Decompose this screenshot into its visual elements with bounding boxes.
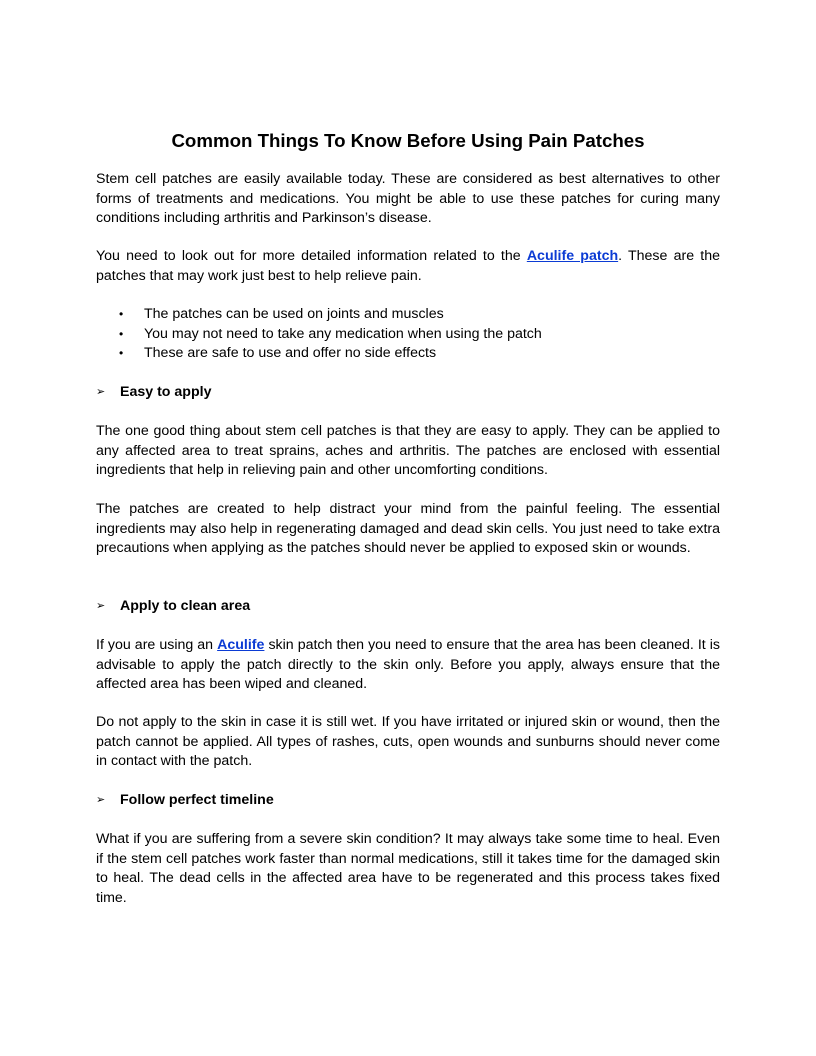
section-heading-follow-perfect-timeline [96,791,720,811]
section-heading-text: Follow perfect timeline [120,792,274,808]
aculife-patch-link[interactable]: Aculife patch [526,248,619,264]
aculife-link[interactable]: Aculife [217,637,265,653]
section-heading-apply-to-clean-area [96,597,720,617]
arrow-bullet-icon: ➢ [96,600,106,612]
bullet-icon: • [119,346,124,360]
easy-paragraph-2: The patches are created to help distract your mind from the painful feeling. The essential ingredients may also help in regenerating damaged and dead skin cells. You just need to take extra precautions when applying as the patches should never be applied to exposed skin or wounds. [96,501,720,556]
section-heading-text: Easy to apply [120,384,212,400]
list-item [96,305,720,325]
section-heading-easy-to-apply [96,383,720,403]
arrow-bullet-icon: ➢ [96,386,106,398]
list-item [96,344,720,364]
bullet-icon: • [119,307,124,321]
clean-paragraph-2: Do not apply to the skin in case it is still wet. If you have irritated or injured skin or wound, then the patch cannot be applied. All types of rashes, cuts, open wounds and sunburns should never come in contact with the patch. [96,714,720,769]
timeline-paragraph-1: What if you are suffering from a severe skin condition? It may always take some time to heal. Even if the stem cell patches work faster than normal medications, still it takes time for the damaged skin to heal. The dead cells in the affected area have to be regenerated and this process takes fixed time. [96,831,720,906]
easy-paragraph-1: The one good thing about stem cell patches is that they are easy to apply. They can be applied to any affected area to treat sprains, aches and arthritis. The patches are enclosed with essential ingredients that help in relieving pain and other uncomforting conditions. [96,423,720,478]
clean-paragraph-1 [96,636,720,695]
list-item-text: You may not need to take any medication when using the patch [144,325,542,342]
list-item [96,325,720,345]
document-title: Common Things To Know Before Using Pain Patches [171,130,645,151]
paragraph-text: . These are the patches that may work just best to help relieve pain. [96,248,720,284]
paragraph-text: If you are using an [96,637,218,653]
section-heading-text: Apply to clean area [120,598,251,614]
intro-paragraph: Stem cell patches are easily available today. These are considered as best alternatives to other forms of treatments and medications. You might be able to use these patches for curing many conditions including arthritis and Parkinson’s disease. [96,171,720,226]
bullet-icon: • [119,326,124,341]
paragraph-text: You need to look out for more detailed information related to the [96,248,527,264]
list-item-text: The patches can be used on joints and muscles [144,306,444,322]
list-item-text: These are safe to use and offer no side effects [144,345,437,361]
arrow-bullet-icon: ➢ [96,794,106,806]
paragraph-text: skin patch then you need to ensure that the area has been cleaned. It is advisable to apply the patch directly to the skin only. Before you apply, always ensure that the affected area has been wiped and cleaned. [96,637,721,692]
aculife-patch-paragraph [96,247,720,286]
benefits-list [96,305,720,364]
